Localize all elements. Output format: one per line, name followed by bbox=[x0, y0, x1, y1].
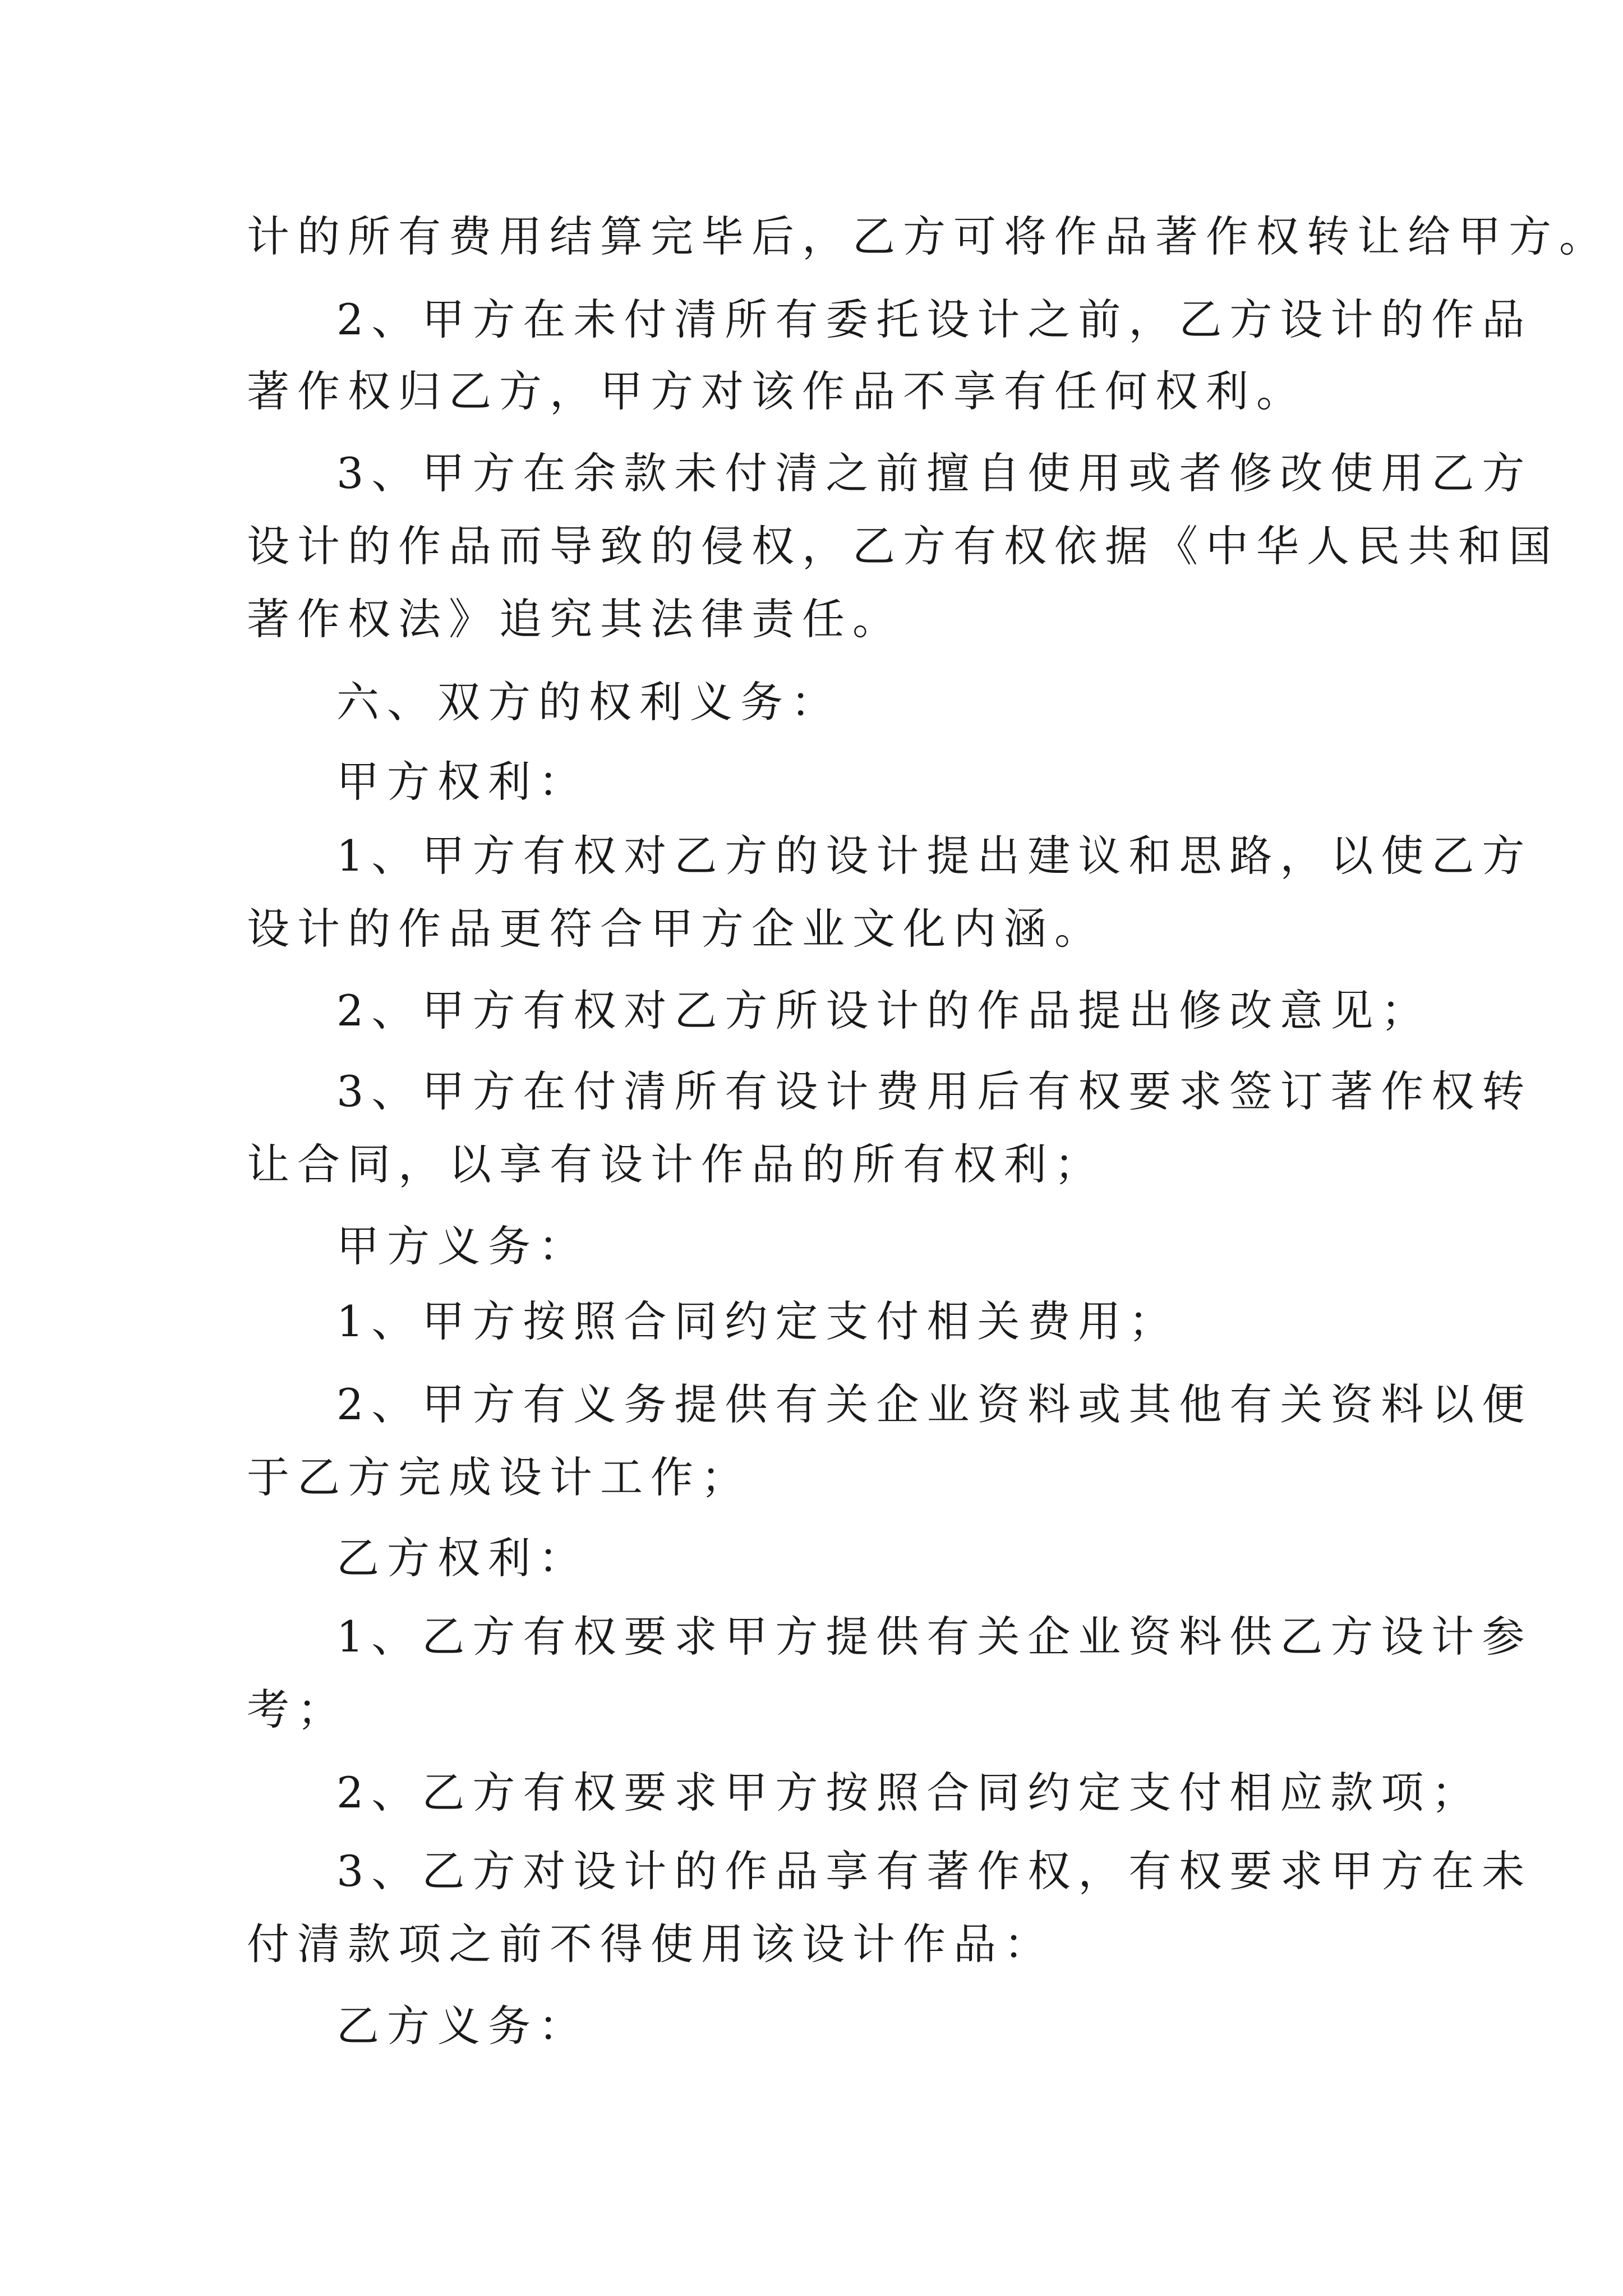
paragraph-line: 著作权归乙方，甲方对该作品不享有任何权利。 bbox=[247, 366, 1307, 416]
paragraph-line: 3、甲方在余款未付清之前擅自使用或者修改使用乙方 bbox=[336, 448, 1533, 498]
paragraph-line: 2、甲方有权对乙方所设计的作品提出修改意见； bbox=[336, 986, 1432, 1036]
paragraph-line: 考； bbox=[247, 1685, 348, 1734]
subsection-heading: 甲方权利： bbox=[336, 757, 589, 807]
paragraph-line: 于乙方完成设计工作； bbox=[247, 1452, 751, 1502]
paragraph-line: 让合同，以享有设计作品的所有权利； bbox=[247, 1139, 1105, 1189]
paragraph-line: 2、甲方在未付清所有委托设计之前，乙方设计的作品 bbox=[336, 295, 1533, 344]
section-heading: 六、双方的权利义务： bbox=[336, 677, 841, 727]
subsection-heading: 乙方权利： bbox=[336, 1533, 589, 1583]
subsection-heading: 甲方义务： bbox=[336, 1221, 589, 1271]
paragraph-line: 1、甲方按照合同约定支付相关费用； bbox=[336, 1296, 1179, 1346]
paragraph-line: 付清款项之前不得使用该设计作品： bbox=[247, 1919, 1054, 1969]
paragraph-line: 3、甲方在付清所有设计费用后有权要求签订著作权转 bbox=[336, 1066, 1533, 1116]
paragraph-line: 1、乙方有权要求甲方提供有关企业资料供乙方设计参 bbox=[336, 1612, 1533, 1662]
paragraph-line: 著作权法》追究其法律责任。 bbox=[247, 594, 903, 644]
subsection-heading: 乙方义务： bbox=[336, 2001, 589, 2051]
paragraph-line: 设计的作品而导致的侵权，乙方有权依据《中华人民共和国 bbox=[247, 521, 1559, 571]
paragraph-line: 设计的作品更符合甲方企业文化内涵。 bbox=[247, 904, 1105, 954]
paragraph-line: 2、甲方有义务提供有关企业资料或其他有关资料以便 bbox=[336, 1379, 1533, 1429]
paragraph-line: 计的所有费用结算完毕后，乙方可将作品著作权转让给甲方。 bbox=[247, 211, 1610, 261]
paragraph-line: 3、乙方对设计的作品享有著作权，有权要求甲方在未 bbox=[336, 1846, 1533, 1896]
paragraph-line: 1、甲方有权对乙方的设计提出建议和思路，以使乙方 bbox=[336, 831, 1533, 881]
paragraph-line: 2、乙方有权要求甲方按照合同约定支付相应款项； bbox=[336, 1768, 1482, 1818]
